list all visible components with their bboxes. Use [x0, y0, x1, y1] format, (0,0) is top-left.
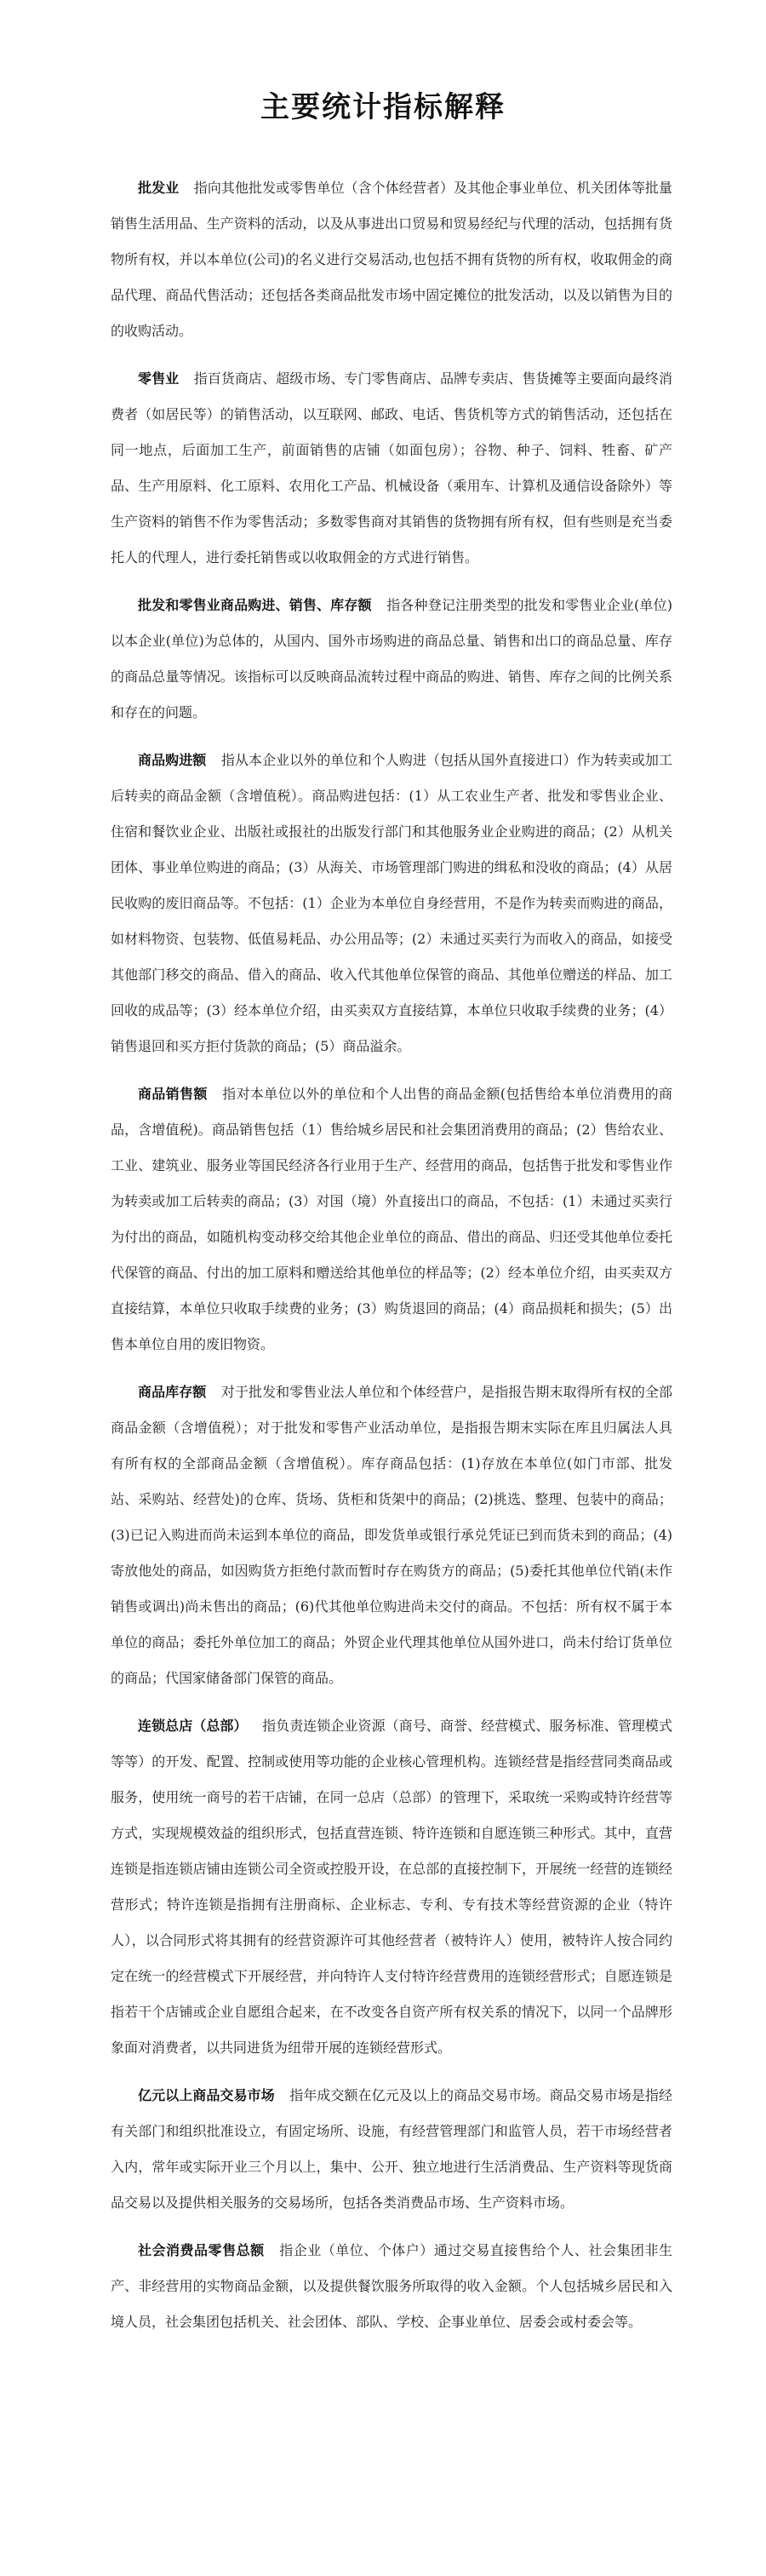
definition-paragraph — [111, 2078, 672, 2221]
definition-term: 社会消费品零售总额 — [138, 2242, 265, 2258]
definition-term: 零售业 — [138, 370, 180, 387]
definition-paragraph — [111, 2233, 672, 2340]
definition-term: 批发和零售业商品购进、销售、库存额 — [138, 597, 372, 613]
definition-text: 指百货商店、超级市场、专门零售商店、品牌专卖店、售货摊等主要面向最终消费者（如居民等）的销售活动，以互联网、邮政、电话、售货机等方式的销售活动，还包括在同一地点，后面加工生产，前面销售的店铺（如面包房）；谷物、种子、饲料、牲畜、矿产品、生产用原料、化工原料、农用化工产品、机械设备（乘用车、计算机及通信设备除外）等生产资料的销售不作为零售活动；多数零售商对其销售的货物拥有所有权，但有些则是充当委托人的代理人，进行委托销售或以收取佣金的方式进行销售。 — [111, 370, 672, 565]
definition-text: 指负责连锁企业资源（商号、商誉、经营模式、服务标准、管理模式等等）的开发、配置、控制或使用等功能的企业核心管理机构。连锁经营是指经营同类商品或服务，使用统一商号的若干店铺，在同一总店（总部）的管理下，采取统一采购或特许经营等方式，实现规模效益的组织形式，包括直营连锁、特许连锁和自愿连锁三种形式。其中，直营连锁是指连锁店铺由连锁公司全资或控股开设，在总部的直接控制下，开展统一经营的连锁经营形式；特许连锁是指拥有注册商标、企业标志、专利、专有技术等经营资源的企业（特许人），以合同形式将其拥有的经营资源许可其他经营者（被特许人）使用，被特许人按合同约定在统一的经营模式下开展经营，并向特许人支付特许经营费用的连锁经营形式；自愿连锁是指若干个店铺或企业自愿组合起来，在不改变各自资产所有权关系的情况下，以同一个品牌形象面对消费者，以共同进货为纽带开展的连锁经营形式。 — [111, 1718, 672, 2056]
definition-text: 指企业（单位、个体户）通过交易直接售给个人、社会集团非生产、非经营用的实物商品金额，以及提供餐饮服务所取得的收入金额。个人包括城乡居民和入境人员，社会集团包括机关、社会团体、部队、学校、企事业单位、居委会或村委会等。 — [111, 2242, 672, 2330]
definition-paragraph — [111, 1076, 672, 1363]
definition-term: 亿元以上商品交易市场 — [138, 2087, 275, 2103]
definition-paragraph — [111, 1708, 672, 2066]
definition-paragraph — [111, 743, 672, 1064]
definition-paragraph — [111, 170, 672, 349]
definition-term: 连锁总店（总部） — [138, 1718, 248, 1734]
definitions-body — [111, 170, 672, 2352]
definition-term: 批发业 — [138, 180, 180, 196]
definition-text: 对于批发和零售业法人单位和个体经营户，是指报告期末取得所有权的全部商品金额（含增值税）；对于批发和零售产业活动单位，是指报告期末实际在库且归属法人具有所有权的全部商品金额（含增值税）。库存商品包括：(1)存放在本单位(如门市部、批发站、采购站、经营处)的仓库、货场、货柜和货架中的商品；(2)挑选、整理、包装中的商品；(3)已记入购进而尚未运到本单位的商品，即发货单或银行承兑凭证已到而货未到的商品；(4)寄放他处的商品，如因购货方拒绝付款而暂时存在购货方的商品；(5)委托其他单位代销(未作销售或调出)尚未售出的商品；(6)代其他单位购进尚未交付的商品。不包括：所有权不属于本单位的商品；委托外单位加工的商品；外贸企业代理其他单位从国外进口，尚未付给订货单位的商品；代国家储备部门保管的商品。 — [111, 1384, 672, 1686]
definition-text: 指各种登记注册类型的批发和零售业企业(单位)以本企业(单位)为总体的，从国内、国外市场购进的商品总量、销售和出口的商品总量、库存的商品总量等情况。该指标可以反映商品流转过程中商品的购进、销售、库存之间的比例关系和存在的问题。 — [111, 597, 672, 720]
definition-text: 指从本企业以外的单位和个人购进（包括从国外直接进口）作为转卖或加工后转卖的商品金额（含增值税）。商品购进包括：(1）从工农业生产者、批发和零售业企业、住宿和餐饮业企业、出版社或报社的出版发行部门和其他服务业企业购进的商品；(2）从机关团体、事业单位购进的商品；(3）从海关、市场管理部门购进的缉私和没收的商品；(4）从居民收购的废旧商品等。不包括：(1）企业为本单位自身经营用，不是作为转卖而购进的商品，如材料物资、包装物、低值易耗品、办公用品等；(2）未通过买卖行为而收入的商品，如接受其他部门移交的商品、借入的商品、收入代其他单位保管的商品、其他单位赠送的样品、加工回收的成品等；(3）经本单位介绍，由买卖双方直接结算，本单位只收取手续费的业务；(4）销售退回和买方拒付货款的商品；(5）商品溢余。 — [111, 752, 672, 1054]
definition-term: 商品销售额 — [138, 1086, 208, 1102]
definition-text: 指向其他批发或零售单位（含个体经营者）及其他企事业单位、机关团体等批量销售生活用品、生产资料的活动，以及从事进出口贸易和贸易经纪与代理的活动，包括拥有货物所有权，并以本单位(公司)的名义进行交易活动,也包括不拥有货物的所有权，收取佣金的商品代理、商品代售活动；还包括各类商品批发市场中固定摊位的批发活动，以及以销售为目的的收购活动。 — [111, 180, 672, 339]
page-title: 主要统计指标解释 — [260, 90, 506, 124]
definition-text: 指年成交额在亿元及以上的商品交易市场。商品交易市场是指经有关部门和组织批准设立，有固定场所、设施，有经营管理部门和监管人员，若干市场经营者入内，常年或实际开业三个月以上，集中、公开、独立地进行生活消费品、生产资料等现货商品交易以及提供相关服务的交易场所，包括各类消费品市场、生产资料市场。 — [111, 2087, 672, 2211]
definition-paragraph — [111, 1374, 672, 1696]
definition-term: 商品购进额 — [138, 752, 207, 768]
definition-paragraph — [111, 361, 672, 576]
definition-paragraph — [111, 588, 672, 731]
definition-term: 商品库存额 — [138, 1384, 207, 1400]
definition-text: 指对本单位以外的单位和个人出售的商品金额(包括售给本单位消费用的商品，含增值税)。商品销售包括（1）售给城乡居民和社会集团消费用的商品；(2）售给农业、工业、建筑业、服务业等国民经济各行业用于生产、经营用的商品，包括售于批发和零售业作为转卖或加工后转卖的商品；(3）对国（境）外直接出口的商品，不包括：(1）未通过买卖行为付出的商品，如随机构变动移交给其他企业单位的商品、借出的商品、归还受其他单位委托代保管的商品、付出的加工原料和赠送给其他单位的样品等；(2）经本单位介绍，由买卖双方直接结算，本单位只收取手续费的业务；(3）购货退回的商品；(4）商品损耗和损失；(5）出售本单位自用的废旧物资。 — [111, 1086, 672, 1352]
